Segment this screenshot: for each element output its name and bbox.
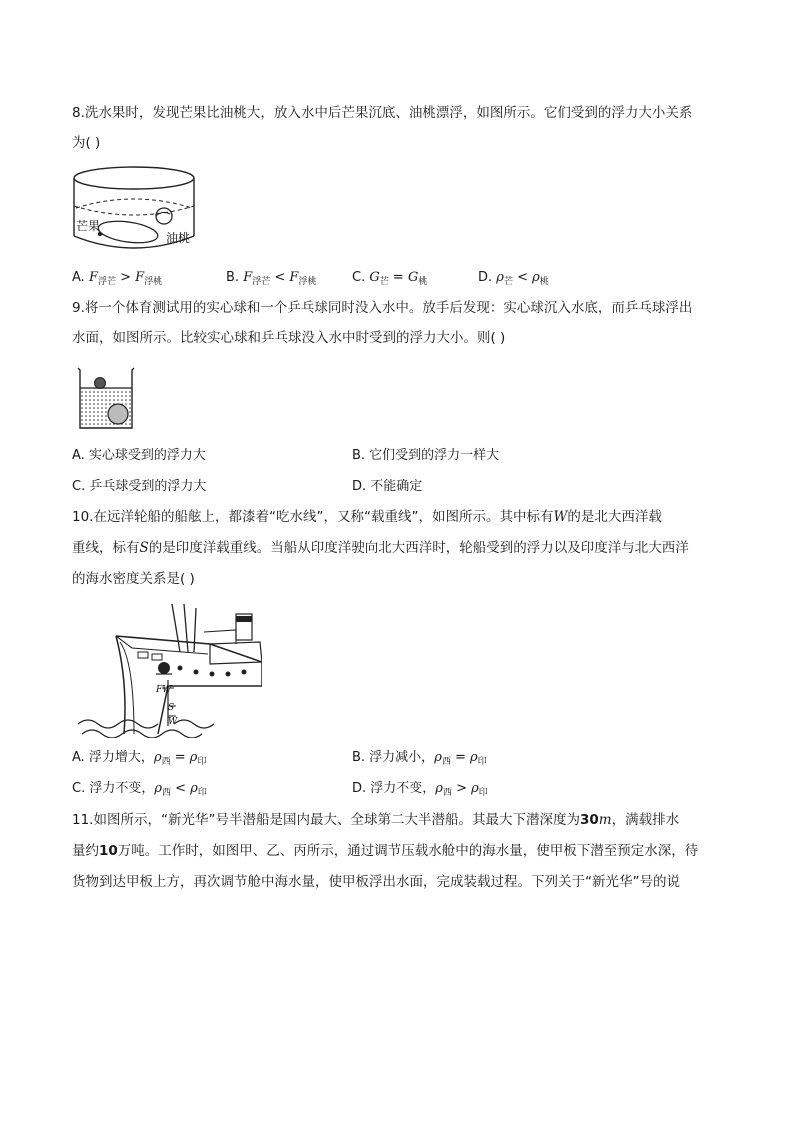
q9-stem-line1: 9.将一个体育测试用的实心球和一个乒乓球同时没入水中。放手后发现：实心球沉入水底，而乒乓球浮出 <box>72 300 693 316</box>
q8-option-a[interactable]: A. $F_{浮芒} > F_{浮桃}$ <box>72 270 163 287</box>
q11-stem-line1: 11.如图所示，“新光华”号半潜船是国内最大、全球第二大半潜船。其最大下潜深度为30m，满载排水 <box>72 812 680 828</box>
q10-figure-label-s: S <box>168 703 175 713</box>
q9-figure-beaker <box>76 366 136 432</box>
q10-option-c[interactable]: C. 浮力不变，$\rho_西 < \rho_印$ <box>72 781 207 798</box>
q8-stem-line1: 8.洗水果时，发现芒果比油桃大，放入水中后芒果沉底、油桃漂浮，如图所示。它们受到的浮力大小关系 <box>72 105 693 121</box>
q10-figure-label-fw: FW <box>156 685 172 695</box>
q10-option-a[interactable]: A. 浮力增大，$\rho_西 = \rho_印$ <box>72 750 207 767</box>
q8-option-b[interactable]: B. $F_{浮芒} < F_{浮桃}$ <box>226 270 317 287</box>
q8-figure-basin <box>72 164 200 256</box>
q8-option-c[interactable]: C. $G_芒 = G_桃$ <box>352 270 428 287</box>
q8-stem-line2: 为( ) <box>72 135 101 151</box>
q9-option-d[interactable]: D. 不能确定 <box>352 479 423 494</box>
q10-option-d[interactable]: D. 浮力不变，$\rho_西 > \rho_印$ <box>352 781 488 798</box>
q8-figure-label-peach: 油桃 <box>166 231 191 245</box>
q11-stem-line2: 量约10万吨。工作时，如图甲、乙、丙所示，通过调节压载水舱中的海水量，使甲板下潜至预定水深，待 <box>72 843 699 859</box>
q9-option-a[interactable]: A. 实心球受到的浮力大 <box>72 448 206 463</box>
q11-stem-line3: 货物到达甲板上方，再次调节舱中海水量，使甲板浮出水面，完成装载过程。下列关于“新光华”号的说 <box>72 874 680 890</box>
q9-stem-line2: 水面，如图所示。比较实心球和乒乓球没入水中时受到的浮力大小。则( ) <box>72 330 506 346</box>
q10-figure-ship <box>76 602 262 738</box>
q8-option-d[interactable]: D. $\rho_芒 < \rho_桃$ <box>478 270 549 287</box>
q10-figure-label-w: W <box>168 717 178 727</box>
q8-figure-label-mango: 芒果 <box>76 219 101 233</box>
q10-stem-line1: 10.在远洋轮船的船舷上，都漆着“吃水线”，又称“载重线”，如图所示。其中标有W的是北大西洋载 <box>72 509 662 525</box>
q10-option-b[interactable]: B. 浮力减小，$\rho_西 = \rho_印$ <box>352 750 487 767</box>
q9-option-b[interactable]: B. 它们受到的浮力一样大 <box>352 448 500 463</box>
q9-option-c[interactable]: C. 乒乓球受到的浮力大 <box>72 479 207 494</box>
q10-stem-line2: 重线，标有S的是印度洋载重线。当船从印度洋驶向北大西洋时，轮船受到的浮力以及印度洋与北大西洋 <box>72 540 689 556</box>
q10-stem-line3: 的海水密度关系是( ) <box>72 571 195 587</box>
